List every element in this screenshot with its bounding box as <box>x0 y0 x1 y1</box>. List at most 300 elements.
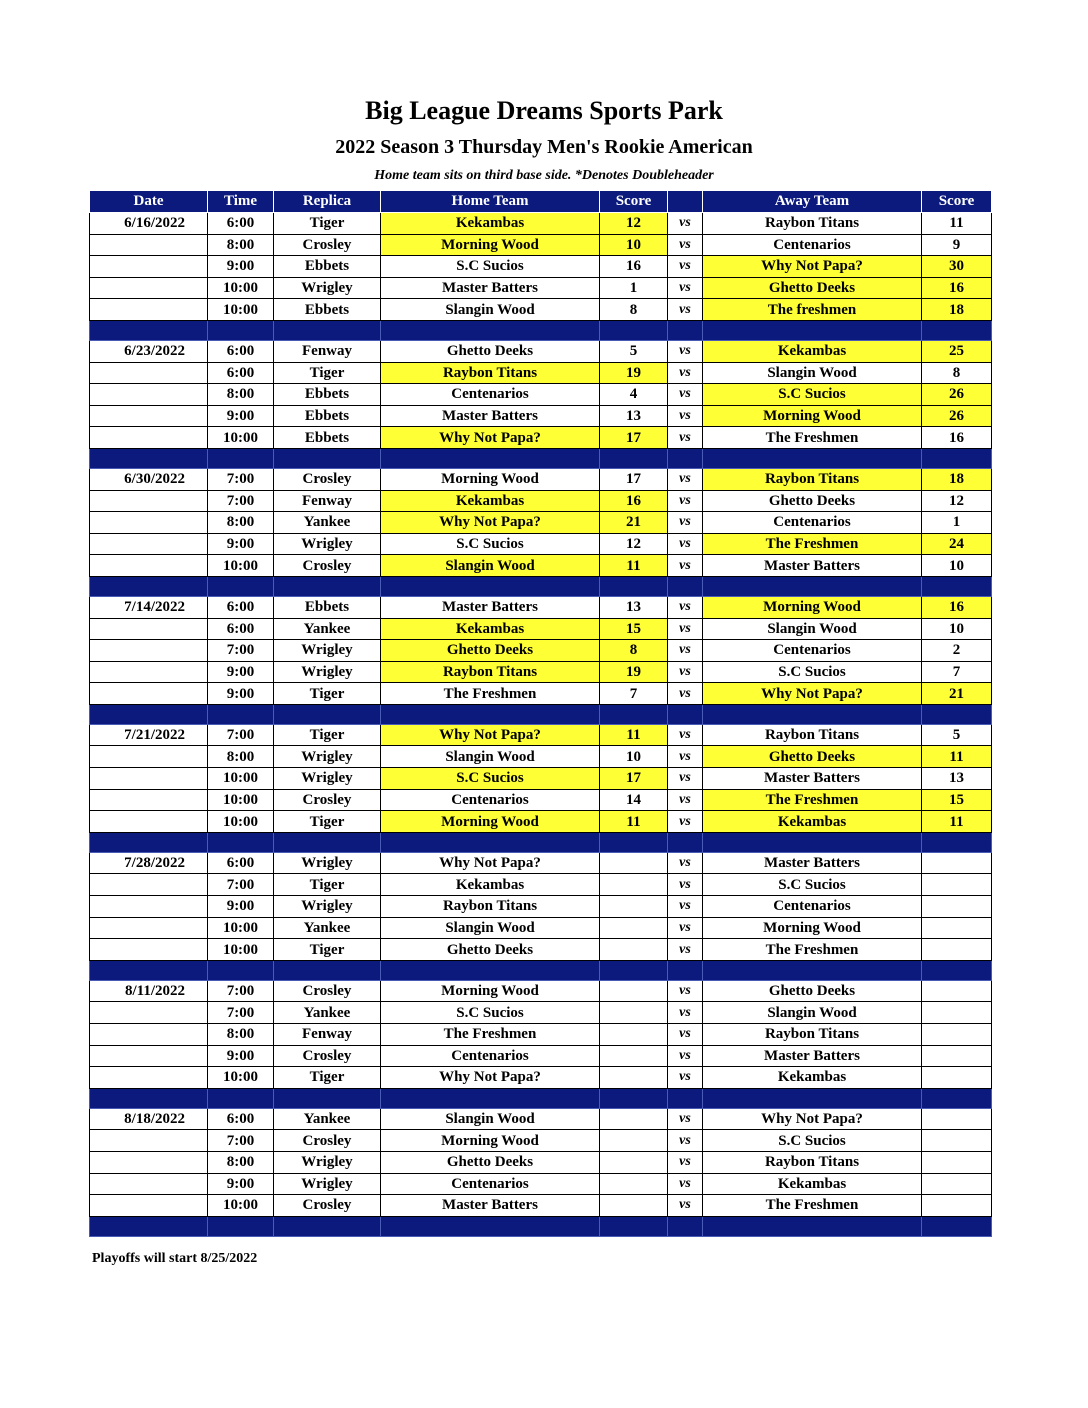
home-team: S.C Sucios <box>381 533 600 555</box>
game-replica: Tiger <box>274 213 381 235</box>
game-replica: Ebbets <box>274 256 381 278</box>
divider-cell <box>600 1088 668 1108</box>
game-date <box>90 490 208 512</box>
week-divider <box>90 448 992 468</box>
game-time: 10:00 <box>208 917 274 939</box>
game-date <box>90 896 208 918</box>
game-replica: Wrigley <box>274 896 381 918</box>
col-header-date: Date <box>90 191 208 213</box>
game-time: 6:00 <box>208 1108 274 1130</box>
home-score <box>600 1045 668 1067</box>
vs-label: vs <box>668 939 703 961</box>
game-date <box>90 1067 208 1089</box>
vs-label: vs <box>668 661 703 683</box>
home-score: 12 <box>600 533 668 555</box>
game-date: 7/28/2022 <box>90 852 208 874</box>
home-team: S.C Sucios <box>381 768 600 790</box>
away-team: Master Batters <box>703 1045 922 1067</box>
week-divider <box>90 1216 992 1236</box>
home-team: Ghetto Deeks <box>381 939 600 961</box>
home-score <box>600 1108 668 1130</box>
away-score: 11 <box>922 811 992 833</box>
game-time: 7:00 <box>208 1002 274 1024</box>
game-row <box>90 277 992 299</box>
game-row <box>90 789 992 811</box>
vs-label: vs <box>668 596 703 618</box>
divider-cell <box>90 576 208 596</box>
game-row <box>90 746 992 768</box>
away-team: Why Not Papa? <box>703 1108 922 1130</box>
away-team: Kekambas <box>703 811 922 833</box>
game-time: 7:00 <box>208 724 274 746</box>
away-score <box>922 1024 992 1046</box>
away-team: Ghetto Deeks <box>703 277 922 299</box>
game-replica: Crosley <box>274 1195 381 1217</box>
home-score: 7 <box>600 683 668 705</box>
away-score <box>922 1045 992 1067</box>
home-score <box>600 1195 668 1217</box>
vs-label: vs <box>668 234 703 256</box>
game-replica: Wrigley <box>274 852 381 874</box>
vs-label: vs <box>668 1024 703 1046</box>
away-score: 25 <box>922 340 992 362</box>
away-score: 10 <box>922 555 992 577</box>
home-team: Slangin Wood <box>381 917 600 939</box>
away-team: The Freshmen <box>703 427 922 449</box>
away-score <box>922 896 992 918</box>
game-replica: Wrigley <box>274 277 381 299</box>
away-team: Slangin Wood <box>703 1002 922 1024</box>
game-row <box>90 618 992 640</box>
game-date: 8/18/2022 <box>90 1108 208 1130</box>
divider-cell <box>274 1216 381 1236</box>
away-team: The Freshmen <box>703 789 922 811</box>
divider-cell <box>381 320 600 340</box>
game-time: 9:00 <box>208 661 274 683</box>
divider-cell <box>600 448 668 468</box>
game-row <box>90 896 992 918</box>
game-replica: Ebbets <box>274 405 381 427</box>
away-team: Raybon Titans <box>703 213 922 235</box>
game-replica: Ebbets <box>274 299 381 321</box>
away-team: Ghetto Deeks <box>703 980 922 1002</box>
away-score: 16 <box>922 427 992 449</box>
game-row <box>90 874 992 896</box>
away-score: 7 <box>922 661 992 683</box>
game-date <box>90 640 208 662</box>
divider-cell <box>600 1216 668 1236</box>
home-score <box>600 1130 668 1152</box>
game-time: 8:00 <box>208 1151 274 1173</box>
game-time: 8:00 <box>208 746 274 768</box>
home-score: 10 <box>600 234 668 256</box>
home-score <box>600 852 668 874</box>
game-time: 10:00 <box>208 768 274 790</box>
vs-label: vs <box>668 512 703 534</box>
game-date <box>90 1151 208 1173</box>
divider-cell <box>600 576 668 596</box>
vs-label: vs <box>668 789 703 811</box>
game-replica: Wrigley <box>274 746 381 768</box>
game-time: 9:00 <box>208 1045 274 1067</box>
game-replica: Tiger <box>274 939 381 961</box>
divider-cell <box>274 704 381 724</box>
home-score: 4 <box>600 384 668 406</box>
game-replica: Wrigley <box>274 1151 381 1173</box>
vs-label: vs <box>668 1002 703 1024</box>
home-team: Centenarios <box>381 384 600 406</box>
home-score <box>600 917 668 939</box>
game-row <box>90 340 992 362</box>
game-row <box>90 661 992 683</box>
game-row <box>90 1045 992 1067</box>
home-team: Morning Wood <box>381 980 600 1002</box>
game-time: 6:00 <box>208 213 274 235</box>
divider-cell <box>381 1088 600 1108</box>
home-score: 17 <box>600 427 668 449</box>
away-score <box>922 917 992 939</box>
game-time: 8:00 <box>208 234 274 256</box>
divider-cell <box>703 320 922 340</box>
vs-label: vs <box>668 852 703 874</box>
vs-label: vs <box>668 1173 703 1195</box>
divider-cell <box>90 1216 208 1236</box>
home-score <box>600 939 668 961</box>
divider-cell <box>274 832 381 852</box>
divider-cell <box>208 704 274 724</box>
away-score: 12 <box>922 490 992 512</box>
week-divider <box>90 576 992 596</box>
game-date <box>90 234 208 256</box>
vs-label: vs <box>668 1130 703 1152</box>
game-replica: Fenway <box>274 1024 381 1046</box>
away-team: Centenarios <box>703 896 922 918</box>
vs-label: vs <box>668 724 703 746</box>
home-team: Centenarios <box>381 1045 600 1067</box>
game-time: 6:00 <box>208 618 274 640</box>
divider-cell <box>274 320 381 340</box>
game-row <box>90 555 992 577</box>
game-time: 7:00 <box>208 874 274 896</box>
divider-cell <box>208 320 274 340</box>
col-header-away-team: Away Team <box>703 191 922 213</box>
home-team: Centenarios <box>381 1173 600 1195</box>
home-team: Raybon Titans <box>381 661 600 683</box>
home-team: S.C Sucios <box>381 256 600 278</box>
game-date <box>90 1130 208 1152</box>
home-score: 11 <box>600 724 668 746</box>
game-date <box>90 917 208 939</box>
divider-cell <box>381 1216 600 1236</box>
game-replica: Wrigley <box>274 533 381 555</box>
game-date <box>90 1002 208 1024</box>
home-score <box>600 1151 668 1173</box>
divider-cell <box>208 960 274 980</box>
col-header-home-team: Home Team <box>381 191 600 213</box>
game-row <box>90 939 992 961</box>
playoffs-footer: Playoffs will start 8/25/2022 <box>92 1251 258 1266</box>
home-team: Why Not Papa? <box>381 724 600 746</box>
game-row <box>90 256 992 278</box>
home-team: Raybon Titans <box>381 896 600 918</box>
game-replica: Wrigley <box>274 1173 381 1195</box>
game-time: 10:00 <box>208 811 274 833</box>
game-time: 8:00 <box>208 512 274 534</box>
divider-cell <box>90 320 208 340</box>
game-date <box>90 874 208 896</box>
home-team: The Freshmen <box>381 683 600 705</box>
home-score: 21 <box>600 512 668 534</box>
game-replica: Crosley <box>274 789 381 811</box>
divider-cell <box>208 576 274 596</box>
away-score: 1 <box>922 512 992 534</box>
home-team: Morning Wood <box>381 468 600 490</box>
game-replica: Tiger <box>274 683 381 705</box>
divider-cell <box>668 704 703 724</box>
divider-cell <box>922 832 992 852</box>
game-row <box>90 1151 992 1173</box>
game-date <box>90 277 208 299</box>
col-header-home-score: Score <box>600 191 668 213</box>
game-replica: Yankee <box>274 1002 381 1024</box>
game-replica: Wrigley <box>274 661 381 683</box>
away-team: Master Batters <box>703 768 922 790</box>
away-score: 26 <box>922 405 992 427</box>
game-date <box>90 618 208 640</box>
game-row <box>90 852 992 874</box>
divider-cell <box>703 448 922 468</box>
divider-cell <box>381 448 600 468</box>
away-score: 24 <box>922 533 992 555</box>
game-replica: Tiger <box>274 811 381 833</box>
game-row <box>90 1195 992 1217</box>
away-team: Raybon Titans <box>703 468 922 490</box>
vs-label: vs <box>668 405 703 427</box>
home-score: 8 <box>600 640 668 662</box>
divider-cell <box>922 960 992 980</box>
home-score <box>600 896 668 918</box>
away-score: 21 <box>922 683 992 705</box>
vs-label: vs <box>668 468 703 490</box>
game-replica: Yankee <box>274 917 381 939</box>
away-team: Ghetto Deeks <box>703 490 922 512</box>
away-team: The freshmen <box>703 299 922 321</box>
vs-label: vs <box>668 980 703 1002</box>
away-score: 8 <box>922 362 992 384</box>
away-score <box>922 1173 992 1195</box>
game-replica: Crosley <box>274 234 381 256</box>
home-score <box>600 1024 668 1046</box>
vs-label: vs <box>668 533 703 555</box>
game-row <box>90 213 992 235</box>
home-score <box>600 1067 668 1089</box>
game-row <box>90 811 992 833</box>
home-score: 17 <box>600 768 668 790</box>
divider-cell <box>90 448 208 468</box>
game-date <box>90 683 208 705</box>
away-team: Centenarios <box>703 640 922 662</box>
away-score <box>922 852 992 874</box>
divider-cell <box>208 1216 274 1236</box>
home-team: Master Batters <box>381 277 600 299</box>
vs-label: vs <box>668 1195 703 1217</box>
game-time: 10:00 <box>208 789 274 811</box>
divider-cell <box>922 576 992 596</box>
game-time: 10:00 <box>208 427 274 449</box>
home-score: 10 <box>600 746 668 768</box>
away-team: S.C Sucios <box>703 661 922 683</box>
divider-cell <box>668 448 703 468</box>
game-time: 9:00 <box>208 896 274 918</box>
game-row <box>90 917 992 939</box>
home-score: 16 <box>600 490 668 512</box>
game-time: 10:00 <box>208 555 274 577</box>
home-team: Centenarios <box>381 789 600 811</box>
home-score: 12 <box>600 213 668 235</box>
divider-cell <box>922 1088 992 1108</box>
game-time: 10:00 <box>208 1195 274 1217</box>
vs-label: vs <box>668 768 703 790</box>
away-team: Raybon Titans <box>703 1151 922 1173</box>
away-team: Master Batters <box>703 852 922 874</box>
away-team: Centenarios <box>703 234 922 256</box>
divider-cell <box>668 960 703 980</box>
away-team: Slangin Wood <box>703 618 922 640</box>
game-time: 6:00 <box>208 362 274 384</box>
away-team: Morning Wood <box>703 917 922 939</box>
home-team: Kekambas <box>381 213 600 235</box>
home-team: S.C Sucios <box>381 1002 600 1024</box>
divider-cell <box>381 576 600 596</box>
home-team: Kekambas <box>381 490 600 512</box>
divider-cell <box>208 832 274 852</box>
game-replica: Tiger <box>274 724 381 746</box>
game-date <box>90 1173 208 1195</box>
away-score: 16 <box>922 596 992 618</box>
home-team: Ghetto Deeks <box>381 1151 600 1173</box>
divider-cell <box>922 1216 992 1236</box>
away-score <box>922 1151 992 1173</box>
home-score: 11 <box>600 811 668 833</box>
home-score: 19 <box>600 362 668 384</box>
game-date <box>90 299 208 321</box>
game-row <box>90 1130 992 1152</box>
divider-cell <box>922 448 992 468</box>
home-team: Morning Wood <box>381 1130 600 1152</box>
away-score: 15 <box>922 789 992 811</box>
game-row <box>90 512 992 534</box>
week-divider <box>90 320 992 340</box>
game-time: 9:00 <box>208 533 274 555</box>
home-score <box>600 874 668 896</box>
game-replica: Crosley <box>274 468 381 490</box>
home-team: Master Batters <box>381 1195 600 1217</box>
home-team: Ghetto Deeks <box>381 640 600 662</box>
page-title: Big League Dreams Sports Park <box>365 96 723 125</box>
game-replica: Tiger <box>274 874 381 896</box>
game-row <box>90 1002 992 1024</box>
away-score: 13 <box>922 768 992 790</box>
game-replica: Crosley <box>274 1130 381 1152</box>
schedule-body <box>90 213 992 1237</box>
away-team: Why Not Papa? <box>703 683 922 705</box>
game-time: 9:00 <box>208 683 274 705</box>
away-team: The Freshmen <box>703 939 922 961</box>
vs-label: vs <box>668 683 703 705</box>
col-header-replica: Replica <box>274 191 381 213</box>
divider-cell <box>668 832 703 852</box>
vs-label: vs <box>668 277 703 299</box>
away-score <box>922 980 992 1002</box>
vs-label: vs <box>668 362 703 384</box>
divider-cell <box>600 320 668 340</box>
schedule-table <box>89 190 992 1237</box>
game-date <box>90 1024 208 1046</box>
away-score <box>922 1002 992 1024</box>
game-row <box>90 596 992 618</box>
divider-cell <box>922 704 992 724</box>
away-team: S.C Sucios <box>703 1130 922 1152</box>
game-date: 8/11/2022 <box>90 980 208 1002</box>
game-time: 10:00 <box>208 277 274 299</box>
vs-label: vs <box>668 917 703 939</box>
game-date: 6/30/2022 <box>90 468 208 490</box>
divider-cell <box>274 576 381 596</box>
divider-cell <box>668 576 703 596</box>
vs-label: vs <box>668 1045 703 1067</box>
vs-label: vs <box>668 746 703 768</box>
divider-cell <box>703 1088 922 1108</box>
away-team: The Freshmen <box>703 533 922 555</box>
divider-cell <box>922 320 992 340</box>
schedule-note: Home team sits on third base side. *Denotes Doubleheader <box>374 168 714 183</box>
away-score: 10 <box>922 618 992 640</box>
home-score: 8 <box>600 299 668 321</box>
vs-label: vs <box>668 618 703 640</box>
game-row <box>90 724 992 746</box>
game-replica: Crosley <box>274 980 381 1002</box>
vs-label: vs <box>668 256 703 278</box>
vs-label: vs <box>668 340 703 362</box>
game-date <box>90 746 208 768</box>
home-score: 13 <box>600 596 668 618</box>
game-time: 8:00 <box>208 1024 274 1046</box>
game-date <box>90 661 208 683</box>
game-time: 9:00 <box>208 256 274 278</box>
game-replica: Crosley <box>274 1045 381 1067</box>
away-team: Why Not Papa? <box>703 256 922 278</box>
game-time: 8:00 <box>208 384 274 406</box>
home-team: Kekambas <box>381 618 600 640</box>
home-team: Ghetto Deeks <box>381 340 600 362</box>
game-date <box>90 427 208 449</box>
home-score: 13 <box>600 405 668 427</box>
away-team: Morning Wood <box>703 596 922 618</box>
away-team: Raybon Titans <box>703 1024 922 1046</box>
game-row <box>90 1024 992 1046</box>
away-team: Centenarios <box>703 512 922 534</box>
divider-cell <box>381 960 600 980</box>
divider-cell <box>381 704 600 724</box>
game-row <box>90 1067 992 1089</box>
divider-cell <box>90 704 208 724</box>
away-score: 11 <box>922 213 992 235</box>
week-divider <box>90 832 992 852</box>
game-time: 6:00 <box>208 340 274 362</box>
game-replica: Ebbets <box>274 596 381 618</box>
game-row <box>90 1108 992 1130</box>
away-team: S.C Sucios <box>703 874 922 896</box>
